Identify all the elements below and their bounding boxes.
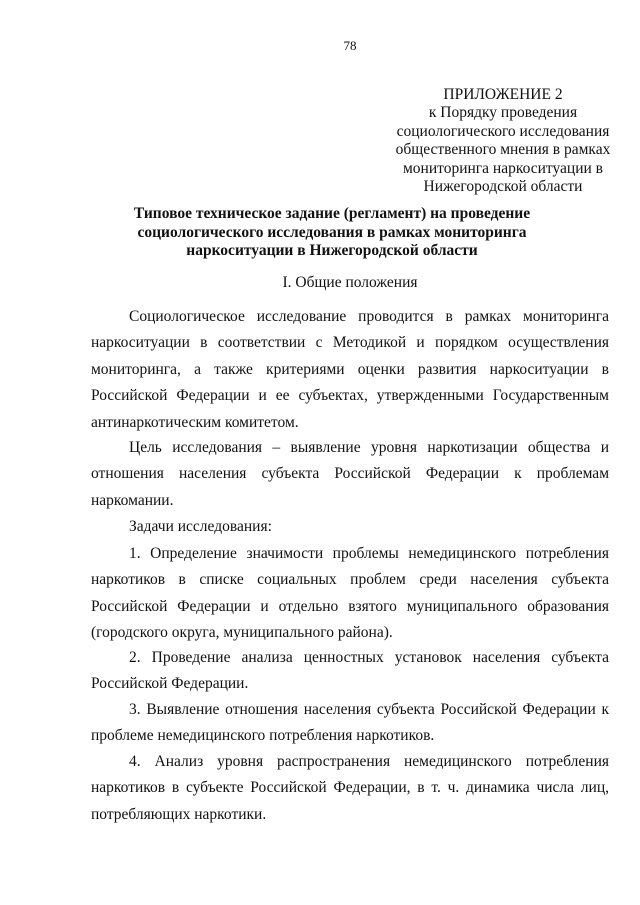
- paragraph-line: отношения населения субъекта Российской Федерации к проблемам: [91, 465, 609, 483]
- appendix-line: Нижегородской области: [423, 178, 583, 196]
- title-line: социологического исследования в рамках мониторинга: [137, 223, 527, 241]
- paragraph-line: Социологическое исследование проводится в рамках мониторинга: [129, 308, 609, 325]
- paragraph-task-2: [91, 645, 609, 698]
- paragraph-task-1: [91, 541, 609, 647]
- paragraph-line: антинаркотическим комитетом.: [91, 413, 299, 431]
- paragraph-line: 4. Анализ уровня распространения немедицинского потребления: [129, 753, 609, 770]
- paragraph-line: Российской Федерации и отдельно взятого муниципального образования: [91, 597, 609, 615]
- title-line: наркоситуации в Нижегородской области: [186, 242, 478, 259]
- paragraph-study-scope: [91, 304, 609, 436]
- section-heading: I. Общие положения: [282, 274, 418, 291]
- appendix-line: к Порядку проведения: [428, 104, 578, 122]
- paragraph-line: Цель исследования – выявление уровня наркотизации общества и: [129, 439, 609, 456]
- paragraph-task-3: [91, 697, 609, 750]
- document-title: [92, 205, 572, 261]
- page-number: 78: [343, 38, 357, 53]
- appendix-header: [378, 86, 628, 196]
- paragraph-line: Российской Федерации и ее субъектах, утвержденными Государственным: [91, 387, 609, 405]
- title-line: Типовое техническое задание (регламент) на проведение: [133, 205, 531, 222]
- paragraph-tasks-heading: [91, 514, 609, 540]
- paragraph-line: наркотиков в списке социальных проблем среди населения субъекта: [91, 571, 609, 589]
- paragraph-line: 1. Определение значимости проблемы немедицинского потребления: [129, 545, 609, 562]
- paragraph-line: мониторинга, а также критериями оценки развития наркоситуации в: [91, 360, 609, 378]
- paragraph-line: Российской Федерации.: [91, 675, 249, 693]
- appendix-line: ПРИЛОЖЕНИЕ 2: [443, 86, 563, 103]
- appendix-line: социологического исследования: [396, 122, 610, 140]
- paragraph-task-4: [91, 749, 609, 828]
- paragraph-line: наркотиков в субъекте Российской Федерации, в т. ч. динамика числа лиц,: [91, 779, 609, 797]
- paragraph-line: 2. Проведение анализа ценностных установок населения субъекта: [129, 649, 609, 666]
- paragraph-line: Задачи исследования:: [129, 518, 272, 535]
- paragraph-line: 3. Выявление отношения населения субъекта Российской Федерации к: [129, 701, 609, 718]
- paragraph-line: наркомании.: [91, 491, 174, 509]
- paragraph-line: потребляющих наркотики.: [91, 805, 267, 823]
- paragraph-line: наркоситуации в соответствии с Методикой и порядком осуществления: [91, 334, 609, 352]
- paragraph-study-goal: [91, 435, 609, 514]
- appendix-line: мониторинга наркоситуации в: [403, 159, 603, 177]
- paragraph-line: (городского округа, муниципального района).: [91, 624, 393, 642]
- paragraph-line: проблеме немедицинского потребления наркотиков.: [91, 727, 435, 745]
- appendix-line: общественного мнения в рамках: [395, 141, 611, 159]
